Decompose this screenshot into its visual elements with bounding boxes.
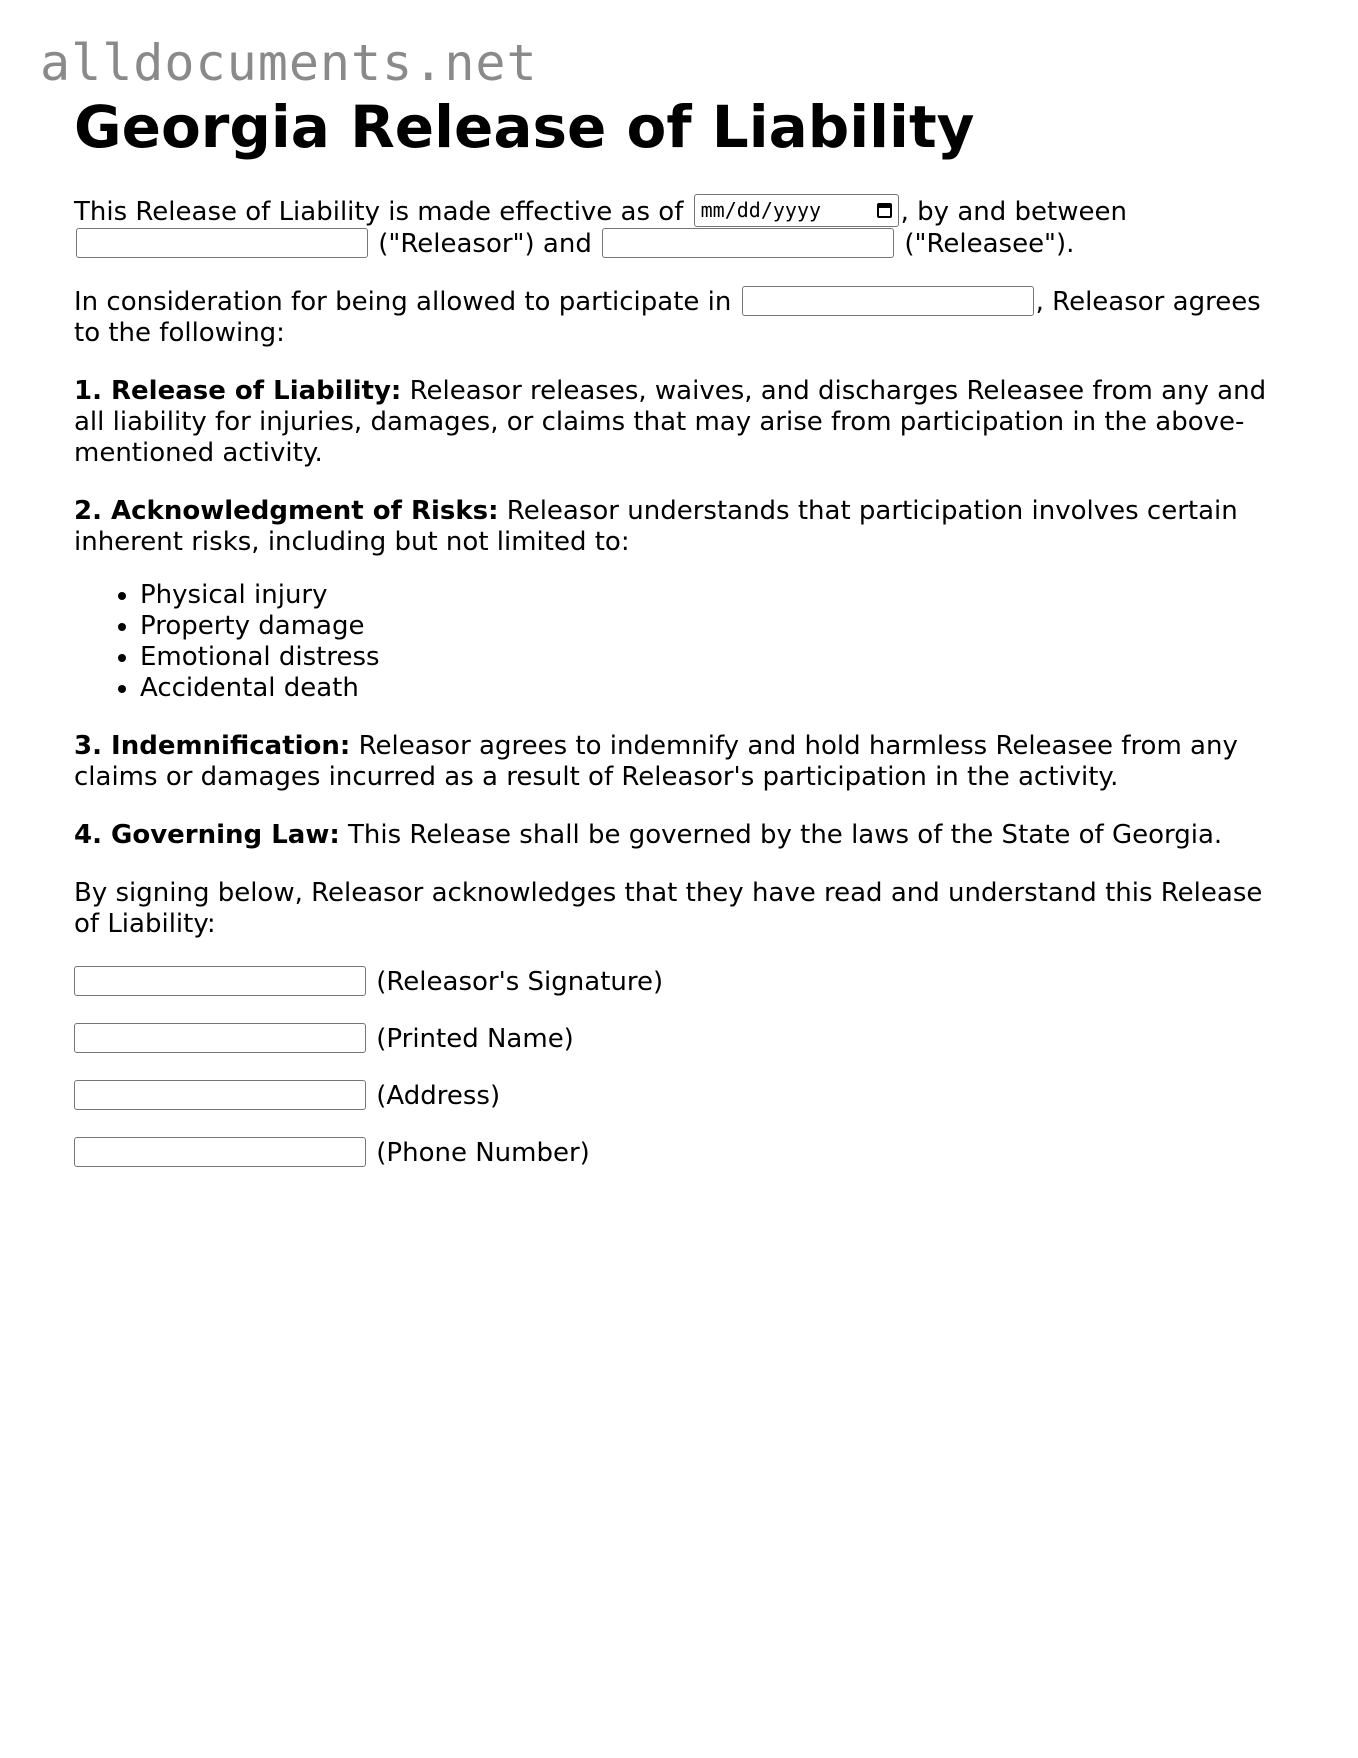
printed-name-input[interactable] [74, 1023, 366, 1053]
page-title: Georgia Release of Liability [74, 93, 975, 161]
section-heading: 1. Release of Liability: [74, 376, 402, 406]
section-heading: 4. Governing Law: [74, 820, 340, 850]
watermark: alldocuments.net [40, 34, 538, 92]
releasee-label: ("Releasee"). [904, 229, 1075, 259]
consideration-text-1: In consideration for being allowed to participate in [74, 287, 732, 317]
section-text: Releasor understands that participation involves certain inherent risks, including but not limited to: [74, 496, 1238, 557]
list-item: • Physical injury [140, 580, 1294, 611]
address-label: (Address) [376, 1081, 501, 1111]
releasor-name-input[interactable] [76, 228, 368, 258]
section-governing-law [74, 820, 1294, 851]
section-text: Releasor releases, waives, and discharges Releasee from any and all liability for injuries, damages, or claims that may arise from participation in the above-mentioned activity. [74, 376, 1267, 468]
list-item: • Property damage [140, 611, 1294, 642]
list-item: • Accidental death [140, 673, 1294, 704]
intro-paragraph [74, 196, 1294, 260]
section-indemnification [74, 731, 1294, 793]
list-item: • Emotional distress [140, 642, 1294, 673]
address-input[interactable] [74, 1080, 366, 1110]
releasee-name-input[interactable] [602, 228, 894, 258]
consideration-paragraph [74, 287, 1294, 349]
phone-number-label: (Phone Number) [376, 1138, 590, 1168]
calendar-icon[interactable] [877, 203, 892, 218]
printed-name-label: (Printed Name) [376, 1024, 574, 1054]
document-page [74, 92, 1294, 1195]
intro-text-1: This Release of Liability is made effective as of [74, 197, 684, 227]
releasor-signature-input[interactable] [74, 966, 366, 996]
closing-paragraph: By signing below, Releasor acknowledges that they have read and understand this Release of Liability: [74, 878, 1263, 939]
releasor-label: ("Releasor") and [378, 229, 592, 259]
section-heading: 2. Acknowledgment of Risks: [74, 496, 499, 526]
signature-row [74, 967, 1294, 998]
date-placeholder: mm/dd/yyyy [700, 198, 822, 222]
phone-number-row [74, 1138, 1294, 1169]
section-text: Releasor agrees to indemnify and hold harmless Releasee from any claims or damages incurred as a result of Releasor's participation in the activity. [74, 731, 1238, 792]
signature-label: (Releasor's Signature) [376, 967, 664, 997]
printed-name-row [74, 1024, 1294, 1055]
phone-number-input[interactable] [74, 1137, 366, 1167]
section-release-of-liability [74, 376, 1294, 469]
risks-list [74, 580, 1294, 704]
address-row [74, 1081, 1294, 1112]
section-acknowledgment-of-risks [74, 496, 1294, 558]
activity-input[interactable] [742, 286, 1034, 316]
effective-date-input[interactable] [694, 194, 899, 227]
intro-text-2: , by and between [900, 197, 1127, 227]
section-text: This Release shall be governed by the laws of the State of Georgia. [339, 820, 1223, 850]
consideration-text-2: , Releasor agrees to the following: [74, 287, 1261, 348]
section-heading: 3. Indemnification: [74, 731, 351, 761]
